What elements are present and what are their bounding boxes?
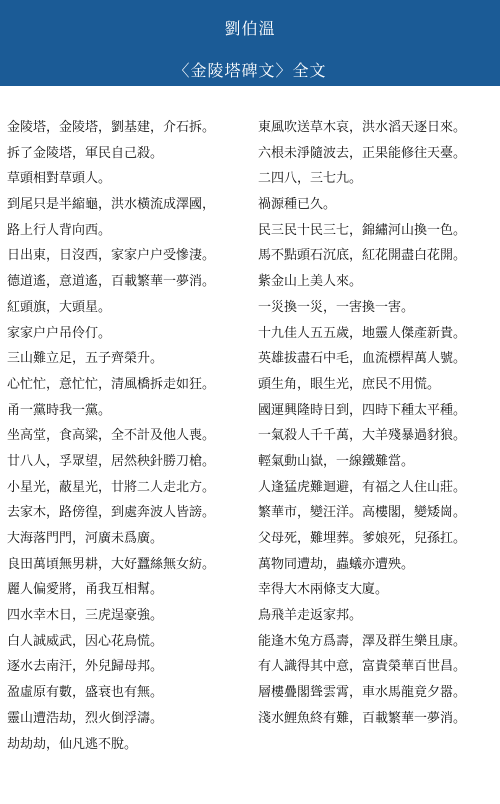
text-line: 拆了金陵塔，軍民自己殺。 <box>7 145 164 161</box>
text-line: 繁華市，變汪洋。高樓閣，變矮崗。 <box>258 505 467 521</box>
text-line: 金陵塔，金陵塔，劉基建，介石拆。 <box>7 120 216 135</box>
text-line: 禍源種已久。 <box>258 197 337 213</box>
text-line: 一氣殺人千千萬，大羊殘暴過豺狼。 <box>258 428 467 444</box>
text-line: 層樓疊閣聳雲霄，車水馬龍竟夕嚣。 <box>258 685 467 701</box>
text-line: 十九佳人五五歲，地靈人傑產新貴。 <box>258 325 467 341</box>
text-line: 鳥飛羊走返家邦。 <box>258 608 363 624</box>
text-line: 淺水鯉魚終有難，百載繁華一夢消。 <box>258 710 467 726</box>
text-line: 坐高堂，食高粱，全不計及他人喪。 <box>7 428 216 444</box>
text-line: 父母死，難埋葬。爹娘死，兒孫扛。 <box>258 531 467 546</box>
text-line: 德道遙，意道遙，百載繁華一夢消。 <box>7 274 216 290</box>
text-line: 能逢木兔方爲壽，澤及群生樂且康。 <box>258 633 467 649</box>
text-line: 一災換一災，一害換一害。 <box>258 299 415 315</box>
text-line: 家家户户吊伶仃。 <box>7 325 112 341</box>
text-line: 廿八人，孚眾望，居然秧針勝刀槍。 <box>7 453 216 469</box>
text-line: 白人誠威武，因心花鳥慌。 <box>7 633 164 649</box>
text-line: 草頭相對草頭人。 <box>7 171 112 187</box>
text-line: 國運興隆時日到，四時下種太平種。 <box>258 402 467 418</box>
text-line: 民三民十民三七，錦繡河山換一色。 <box>258 222 467 238</box>
text-line: 逐水去南汗，外兒歸母邦。 <box>7 659 164 675</box>
text-line: 甬一黨時我一黨。 <box>7 402 112 418</box>
text-line: 有人識得其中意，富貴榮華百世昌。 <box>258 659 467 675</box>
text-line: 二四八，三七九。 <box>258 171 363 187</box>
text-line: 去家木，路傍徨，到處奔波人皆謗。 <box>7 505 216 521</box>
text-line: 六根未淨隨波去，正果能修往天臺。 <box>258 145 467 161</box>
text-line: 東風吹送草木哀，洪水滔天逐日來。 <box>258 120 467 135</box>
text-line: 紅頭旗，大頭星。 <box>7 299 112 315</box>
text-line: 靈山遭浩劫，烈火倒浮濤。 <box>7 710 164 726</box>
text-line: 輕氣動山嶽，一線鐵難當。 <box>258 453 415 469</box>
text-line: 大海落門門，河廣未爲廣。 <box>7 531 164 546</box>
text-line: 麗人偏愛將，甬我互相幫。 <box>7 582 164 598</box>
text-line: 心忙忙，意忙忙，清風橋拆走如狂。 <box>7 376 216 392</box>
text-line: 盈虛原有數，盛衰也有無。 <box>7 685 164 701</box>
right-column <box>258 115 498 732</box>
text-line: 人逢猛虎難迴避，有福之人住山莊。 <box>258 479 467 495</box>
text-line: 四水幸木日，三虎逞豪強。 <box>7 608 164 624</box>
text-line: 三山難立足，五子齊榮升。 <box>7 351 164 367</box>
left-column <box>7 115 250 757</box>
text-line: 幸得大木兩條支大廈。 <box>258 582 389 598</box>
text-line: 萬物同遭劫，蟲蟻亦遭殃。 <box>258 556 415 572</box>
page-subtitle: 〈金陵塔碑文〉全文 <box>173 61 327 80</box>
text-line: 英雄拔盡石中毛，血流標桿萬人號。 <box>258 351 467 367</box>
text-line: 頭生角，眼生光，庶民不用慌。 <box>258 376 441 392</box>
header-banner <box>0 0 500 86</box>
text-line: 馬不點頭石沉底，紅花開盡白花開。 <box>258 248 467 264</box>
text-line: 日出東，日沒西，家家户户受慘淒。 <box>7 248 216 264</box>
text-line: 良田萬頃無男耕，大好蠶絲無女紡。 <box>7 556 216 572</box>
text-line: 小星光，蔽星光，廿將二人走北方。 <box>7 479 216 495</box>
text-line: 劫劫劫，仙凡逃不脫。 <box>7 736 138 752</box>
text-line: 到尾只是半縮龜，洪水橫流成澤國， <box>7 197 216 213</box>
text-line: 紫金山上美人來。 <box>258 274 363 290</box>
page-title: 劉伯溫 <box>224 19 276 38</box>
text-line: 路上行人背向西。 <box>7 222 112 238</box>
